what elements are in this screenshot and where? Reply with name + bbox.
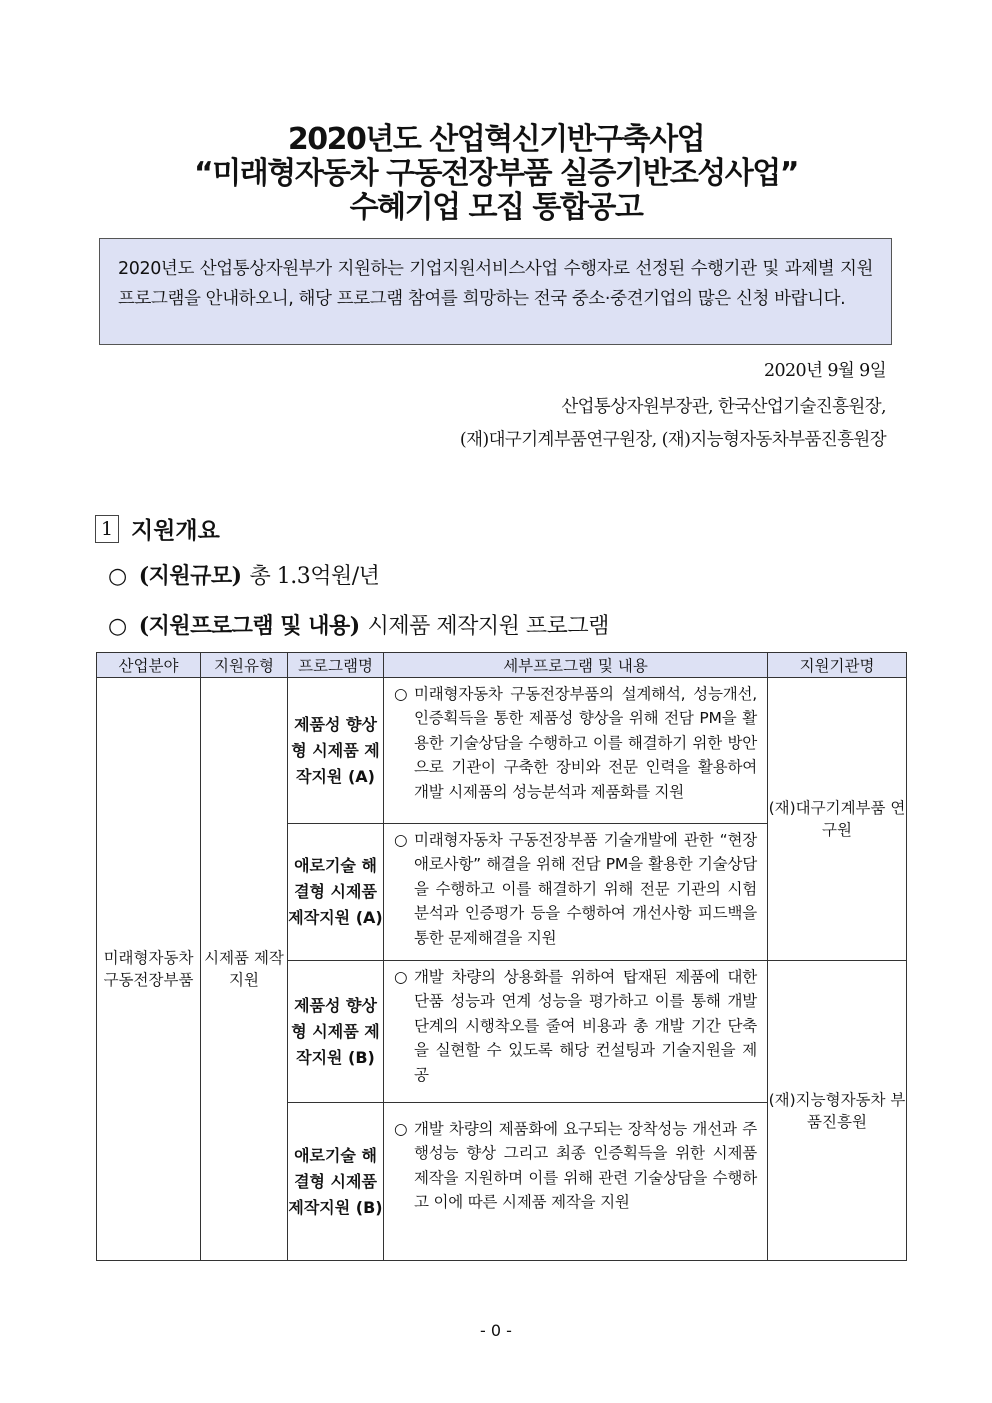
cell-program: 애로기술 해결형 시제품 제작지원 (B) [288, 1103, 384, 1261]
section-heading [95, 512, 220, 545]
program-table [96, 652, 907, 1261]
cell-agency-intelligent: (재)지능형자동차 부품진흥원 [768, 961, 907, 1261]
section-number: 1 [95, 515, 119, 543]
cell-program: 제품성 향상형 시제품 제작지원 (B) [288, 961, 384, 1103]
header-detail: 세부프로그램 및 내용 [384, 653, 768, 678]
notice-date: 2020년 9월 9일 [763, 361, 886, 381]
cell-program: 애로기술 해결형 시제품 제작지원 (A) [288, 824, 384, 961]
cell-agency-daegu: (재)대구기계부품 연구원 [768, 678, 907, 961]
title-line-1: 2020년도 산업혁신기반구축사업 [287, 122, 705, 157]
cell-detail [384, 961, 768, 1103]
bullet-support-scale [108, 559, 379, 590]
header-program: 프로그램명 [288, 653, 384, 678]
bullet-support-program [108, 609, 609, 640]
bullet-circle: ○ [394, 831, 408, 849]
bullet-label: (지원규모) [138, 563, 242, 589]
issuers-line-2: (재)대구기계부품연구원장, (재)지능형자동차부품진흥원장 [459, 430, 886, 450]
cell-detail [384, 1103, 768, 1261]
bullet-circle: ○ [394, 968, 408, 986]
header-field: 산업분야 [97, 653, 201, 678]
bullet-circle: ○ [394, 1120, 408, 1138]
bullet-label: (지원프로그램 및 내용) [138, 613, 360, 639]
detail-text: 개발 차량의 상용화를 위하여 탑재된 제품에 대한 단품 성능과 연계 성능을 평가하고 이를 통해 개발단계의 시행착오를 줄여 비용과 총 개발 기간 단축을 실현할 수 있도록 해당 컨설팅과 기술지원을 제공 [414, 968, 757, 1084]
cell-program: 제품성 향상형 시제품 제작지원 (A) [288, 678, 384, 824]
table-header-row [97, 653, 907, 678]
bullet-marker: ○ [108, 564, 127, 589]
notice-box: 2020년도 산업통상자원부가 지원하는 기업지원서비스사업 수행자로 선정된 수행기관 및 과제별 지원 프로그램을 안내하오니, 해당 프로그램 참여를 희망하는 전국 중소·중견기업의 많은 신청 바랍니다. [99, 238, 892, 345]
cell-field: 미래형자동차 구동전장부품 [97, 678, 201, 1261]
detail-text: 미래형자동차 구동전장부품의 설계해석, 성능개선, 인증획득을 통한 제품성 향상을 위해 전담 PM을 활용한 기술상담을 수행하고 이를 해결하기 위한 방안으로 기관이 구축한 장비와 전문 인력을 활용하여 개발 시제품의 성능분석과 제품화를 지원 [414, 685, 757, 801]
detail-text: 미래형자동차 구동전장부품 기술개발에 관한 “현장 애로사항” 해결을 위해 전담 PM을 활용한 기술상담을 수행하고 이를 해결하기 위해 전문 기관의 시험분석과 인증평가 등을 수행하여 개선사항 피드백을 통한 문제해결을 지원 [414, 831, 757, 947]
bullet-marker: ○ [108, 614, 127, 639]
detail-text: 개발 차량의 제품화에 요구되는 장착성능 개선과 주행성능 향상 그리고 최종 인증획득을 위한 시제품 제작을 지원하며 이를 위해 관련 기술상담을 수행하고 이에 따른 시제품 제작을 지원 [414, 1120, 757, 1212]
section-title: 지원개요 [131, 518, 220, 544]
title-line-2: “미래형자동차 구동전장부품 실증기반조성사업” [194, 156, 798, 191]
table-row [97, 678, 907, 824]
document-title [0, 123, 992, 225]
header-support-type: 지원유형 [201, 653, 288, 678]
cell-detail [384, 678, 768, 824]
page-number: - 0 - [480, 1321, 512, 1340]
bullet-circle: ○ [394, 685, 408, 703]
issuers-line-1: 산업통상자원부장관, 한국산업기술진흥원장, [561, 397, 886, 417]
bullet-text: 총 1.3억원/년 [249, 564, 380, 589]
cell-support-type: 시제품 제작지원 [201, 678, 288, 1261]
header-agency: 지원기관명 [768, 653, 907, 678]
bullet-text: 시제품 제작지원 프로그램 [367, 614, 609, 639]
cell-detail [384, 824, 768, 961]
title-line-3: 수혜기업 모집 통합공고 [349, 190, 643, 225]
